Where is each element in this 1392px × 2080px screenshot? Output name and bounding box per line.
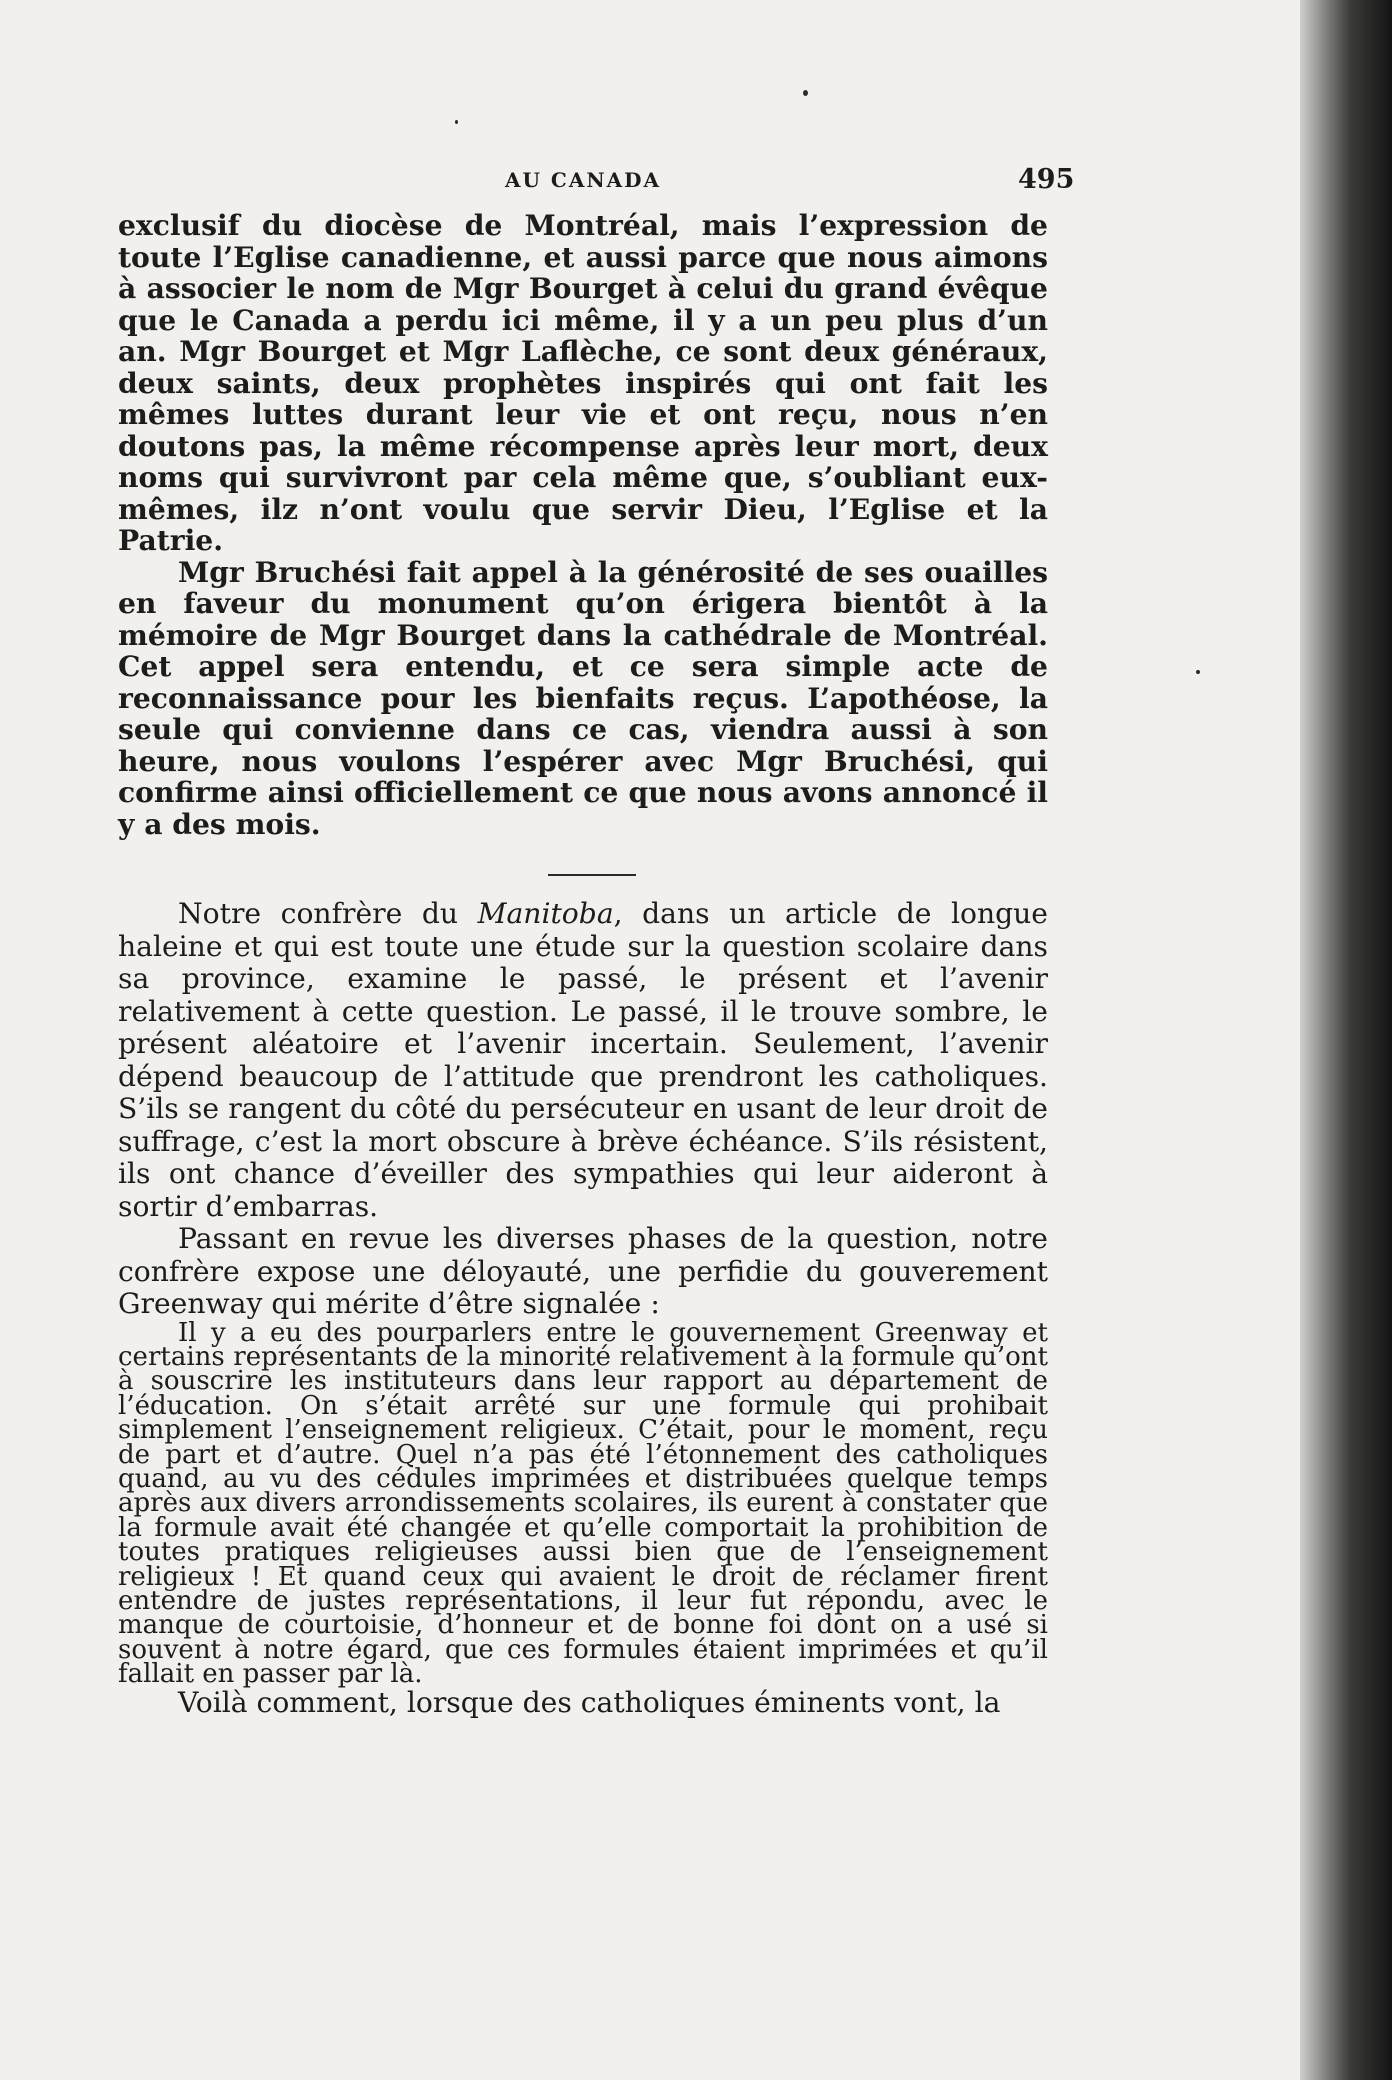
block-quote xyxy=(118,1317,1048,1690)
page-number: 495 xyxy=(1018,164,1075,195)
paragraph-bruchesi: Mgr Bruchési fait appel à la générosité de ses ouailles en faveur du monument qu’on érigera bientôt à la mémoire de Mgr Bourget dans la cathédrale de Montréal. Cet appel sera entendu, et ce sera simple acte de reconnaissance pour les bienfaits reçus. L’apothéose, la seule qui convienne dans ce cas, viendra aussi à son heure, nous voulons l’espérer avec Mgr Bruchési, qui confirme ainsi officiellement ce que nous avons annoncé il y a des mois. xyxy=(118,555,1048,841)
paragraph-manitoba xyxy=(118,898,1048,1223)
final-section xyxy=(118,1687,1048,1719)
manitoba-intro: Notre confrère du xyxy=(178,897,478,930)
speck xyxy=(455,120,458,124)
body-text xyxy=(118,210,1048,1719)
running-title: AU CANADA xyxy=(505,168,662,192)
first-section xyxy=(118,210,1048,840)
speck xyxy=(803,90,808,96)
paragraph-continuation: exclusif du diocèse de Montréal, mais l’expression de toute l’Eglise canadienne, et aussi parce que nous aimons à associer le nom de Mgr Bourget à celui du grand évêque que le Canada a perdu ici même, il y a un peu plus d’un an. Mgr Bourget et Mgr Laflèche, ce sont deux généraux, deux saints, deux prophètes inspirés qui ont fait les mêmes luttes durant leur vie et ont reçu, nous n’en doutons pas, la même récompense après leur mort, deux noms qui survivront par cela même que, s’oubliant eux-mêmes, ilz n’ont voulu que servir Dieu, l’Eglise et la Patrie. xyxy=(118,209,1048,557)
second-section xyxy=(118,898,1048,1321)
paragraph-phases: Passant en revue les diverses phases de la question, notre confrère expose une déloyauté, une perfidie du gouverement Greenway qui mérite d’être signalée : xyxy=(118,1222,1048,1320)
quote-paragraph: Il y a eu des pourparlers entre le gouvernement Greenway et certains représentants de la minorité relativement à la formule qu’ont à souscrire les instituteurs dans leur rapport au département de l’éducation. On s’était arrêté sur une formule qui prohibait simplement l’enseignement religieux. C’était, pour le moment, reçu de part et d’autre. Quel n’a pas été l’étonnement des catholiques quand, au vu des cédules imprimées et distribuées quelque temps après aux divers arrondissements scolaires, ils eurent à constater que la formule avait été changée et qu’elle comportait la prohibition de toutes pratiques religieuses aussi bien que de l’enseignement religieux ! Et quand ceux qui avaient le droit de réclamer firent entendre de justes représentations, il leur fut répondu, avec le manque de courtoisie, d’honneur et de bonne foi dont on a usé si souvent à notre égard, que ces formules étaient imprimées et qu’il fallait en passer par là. xyxy=(118,1317,1048,1690)
speck xyxy=(1196,670,1200,674)
page-header xyxy=(0,164,1300,208)
page-edge xyxy=(1300,0,1392,2080)
newspaper-title: Manitoba xyxy=(477,897,614,930)
paragraph-final: Voilà comment, lorsque des catholiques éminents vont, la xyxy=(178,1685,1001,1719)
manitoba-rest: , dans un article de longue haleine et qui est toute une étude sur la question scolaire dans sa province, examine le passé, le présent et l’avenir relativement à cette question. Le passé, il le trouve sombre, le présent aléatoire et l’avenir incertain. Seulement, l’avenir dépend beaucoup de l’attitude que prendront les catholiques. S’ils se rangent du côté du persécuteur en usant de leur droit de suffrage, c’est la mort obscure à brève échéance. S’ils résistent, ils ont chance d’éveiller des sympathies qui leur aideront à sortir d’embarras. xyxy=(118,897,1048,1223)
section-divider xyxy=(548,874,636,876)
